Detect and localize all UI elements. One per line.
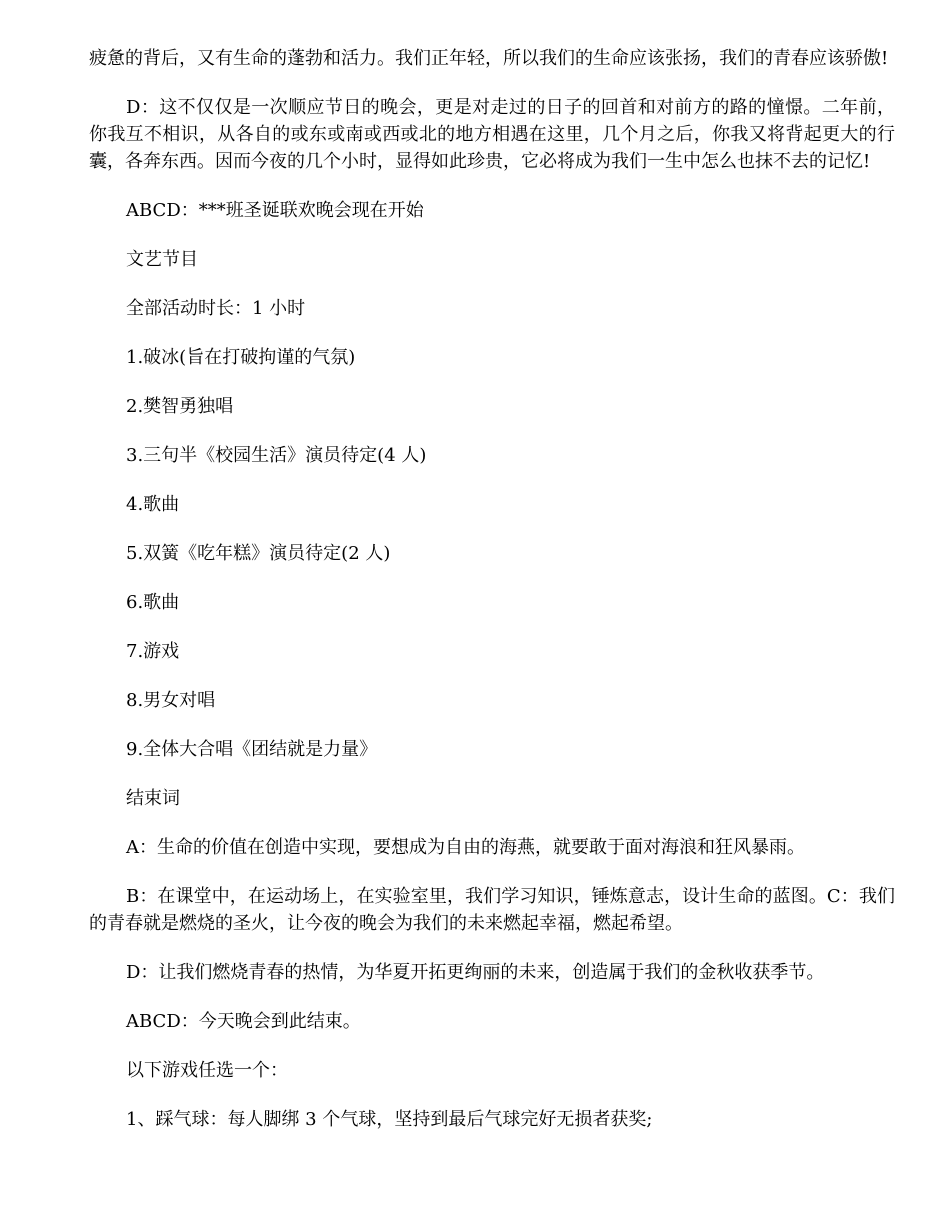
program-item-6: 6.歌曲 (126, 592, 180, 613)
program-item-1: 1.破冰(旨在打破拘谨的气氛) (126, 347, 356, 368)
program-item-2: 2.樊智勇独唱 (126, 396, 234, 417)
document-page (89, 45, 895, 1133)
section-heading-programs: 文艺节目 (126, 249, 198, 270)
paragraph-games-intro: 以下游戏任选一个： (126, 1060, 288, 1081)
paragraph-intro-continued: 疲惫的背后，又有生命的蓬勃和活力。我们正年轻，所以我们的生命应该张扬，我们的青春应该骄傲! (89, 48, 889, 69)
section-heading-closing: 结束词 (126, 788, 180, 809)
paragraph-duration: 全部活动时长：1 小时 (126, 298, 306, 319)
paragraph-d-speech: D：这不仅仅是一次顺应节日的晚会，更是对走过的日子的回首和对前方的路的憧憬。二年前，你我互不相识，从各自的或东或南或西或北的地方相遇在这里，几个月之后，你我又将背起更大的行囊，各奔东西。因而今夜的几个小时，显得如此珍贵，它必将成为我们一生中怎么也抹不去的记忆! (89, 97, 895, 172)
program-item-5: 5.双簧《吃年糕》演员待定(2 人) (126, 543, 391, 564)
paragraph-closing-d: D：让我们燃烧青春的热情，为华夏开拓更绚丽的未来，创造属于我们的金秋收获季节。 (126, 962, 825, 983)
program-item-9: 9.全体大合唱《团结就是力量》 (126, 739, 378, 760)
paragraph-closing-b-c: B：在课堂中，在运动场上，在实验室里，我们学习知识，锤炼意志，设计生命的蓝图。C：我们的青春就是燃烧的圣火，让今夜的晚会为我们的未来燃起幸福，燃起希望。 (89, 886, 895, 934)
program-item-7: 7.游戏 (126, 641, 180, 662)
program-item-3: 3.三句半《校园生活》演员待定(4 人) (126, 445, 427, 466)
program-item-8: 8.男女对唱 (126, 690, 216, 711)
paragraph-closing-a: A：生命的价值在创造中实现，要想成为自由的海燕，就要敢于面对海浪和狂风暴雨。 (126, 837, 805, 858)
program-item-4: 4.歌曲 (126, 494, 180, 515)
paragraph-opening-announcement: ABCD：***班圣诞联欢晚会现在开始 (126, 200, 424, 221)
game-item-1: 1、踩气球：每人脚绑 3 个气球，坚持到最后气球完好无损者获奖; (126, 1109, 653, 1130)
paragraph-closing-abcd: ABCD：今天晚会到此结束。 (126, 1011, 361, 1032)
